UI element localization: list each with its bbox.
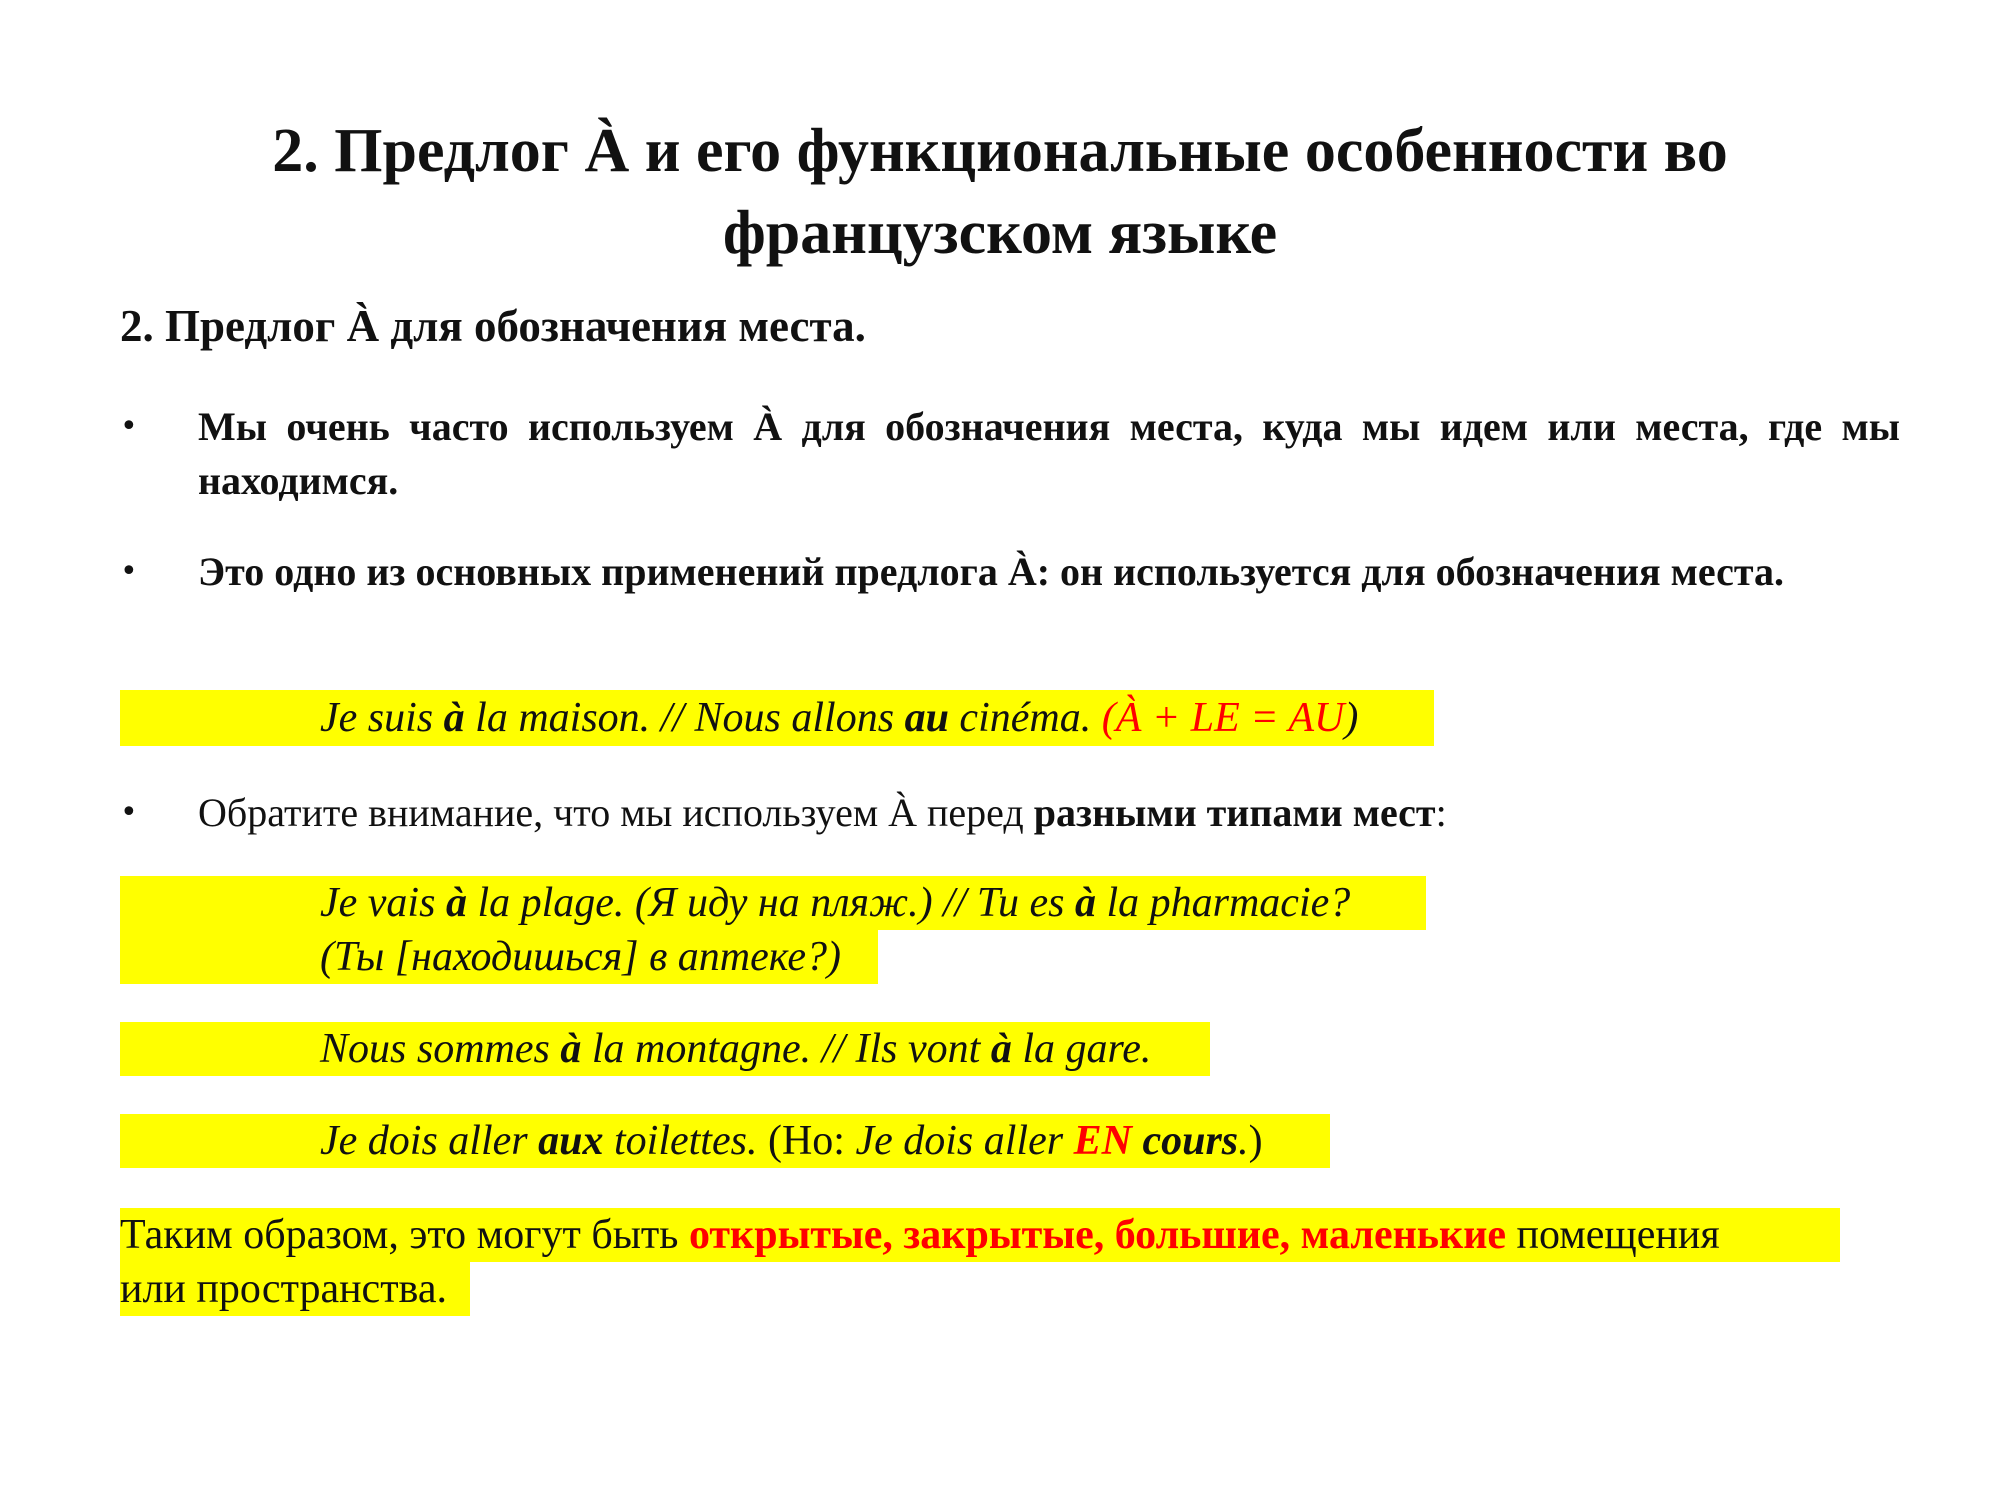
example-line: Je dois aller aux toilettes. (Но: Je dois aller EN cours.) (320, 1118, 1263, 1164)
example-highlight-3 (120, 1022, 1210, 1076)
conclusion-line: Таким образом, это могут быть открытые, закрытые, большие, маленькие помещения (120, 1212, 1720, 1258)
bullet-marker: • (120, 554, 138, 589)
conclusion-highlight (120, 1208, 1840, 1262)
example-highlight-4 (120, 1114, 1330, 1168)
bullet-text: Мы очень часто используем À для обозначения места, куда мы идем или места, где мы находимся. (198, 404, 1900, 503)
example-line: (Ты [находишься] в аптеке?) (320, 934, 842, 980)
conclusion-line: или пространства. (120, 1266, 447, 1312)
example-highlight-2 (120, 876, 1426, 930)
example-line: Je suis à la maison. // Nous allons au cinéma. (À + LE = AU) (320, 695, 1359, 741)
bullet-text: Обратите внимание, что мы используем À перед разными типами мест: (198, 790, 1447, 835)
example-line: Je vais à la plage. (Я иду на пляж.) // Tu es à la pharmacie? (320, 880, 1351, 926)
section-subtitle: 2. Предлог À для обозначения места. (120, 301, 866, 351)
bullet-marker: • (120, 795, 138, 830)
bullet-marker: • (120, 409, 138, 444)
bullet-text: Это одно из основных применений предлога À: он используется для обозначения места. (198, 549, 1785, 594)
conclusion-highlight-line2 (120, 1262, 470, 1316)
bullet-item (120, 400, 1900, 508)
formula: (À + LE = AU (1101, 695, 1345, 741)
example-highlight-2-line2 (120, 930, 878, 984)
example-highlight-1 (120, 690, 1434, 746)
slide-title: 2. Предлог À и его функциональные особенности во французском языке (272, 117, 1728, 267)
bullet-item (120, 545, 1900, 599)
example-line: Nous sommes à la montagne. // Ils vont à la gare. (320, 1026, 1152, 1072)
bullet-item (120, 786, 1900, 840)
